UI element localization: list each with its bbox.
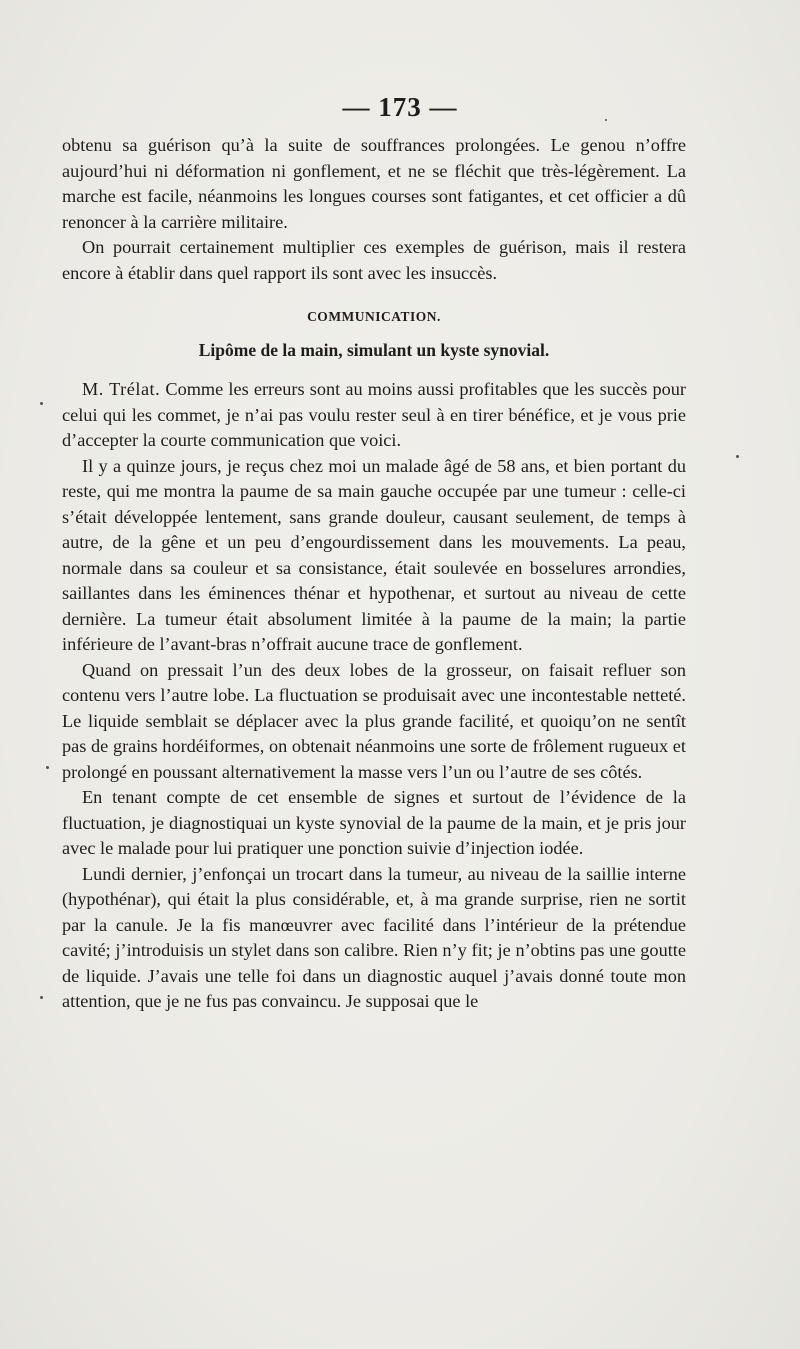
page-number: — 173 — [342, 92, 458, 122]
article-title: Lipôme de la main, simulant un kyste synovial. [198, 339, 550, 360]
paper-speck [736, 455, 739, 458]
paper-speck [40, 402, 43, 405]
paragraph-continued: obtenu sa guérison qu’à la suite de souffrances prolongées. Le genou n’offre aujourd’hui ni déformation ni gonflement, et ne se fléchit que très-légèrement. La marche est facile, néanmoins les longues courses sont fatigantes, et cet officier a dû renoncer à la carrière militaire. [62, 135, 686, 232]
paper-speck [46, 766, 49, 769]
paper-speck [605, 119, 607, 121]
paragraph: En tenant compte de cet ensemble de signes et surtout de l’évidence de la fluctuation, je diagnostiquai un kyste synovial de la paume de la main, et je pris jour avec le malade pour lui pratiquer une ponction suivie d’injection iodée. [62, 787, 686, 858]
speaker-name: M. Trélat. [82, 379, 161, 399]
paragraph: Il y a quinze jours, je reçus chez moi un malade âgé de 58 ans, et bien portant du reste, qui me montra la paume de sa main gauche occupée par une tumeur : celle-ci s’était développée lentement, sans grande douleur, causant seulement, de temps à autre, de la gêne et un peu d’engourdissement dans les mouvements. La peau, normale dans sa couleur et sa consistance, était soulevée en bosselures arrondies, saillantes dans les éminences thénar et hypothenar, et surtout au niveau de cette dernière. La tumeur était absolument limitée à la paume de la main; la partie inférieure de l’avant-bras n’offrait aucune trace de gonflement. [62, 455, 686, 654]
paragraph: On pourrait certainement multiplier ces exemples de guérison, mais il restera encore à établir dans quel rapport ils sont avec les insuccès. [62, 237, 686, 283]
section-heading: COMMUNICATION. [307, 309, 441, 324]
speaker-text: Comme les erreurs sont au moins aussi profitables que les succès pour celui qui les commet, je n’ai pas voulu rester seul à en tirer bénéfice, et je vous prie d’accepter la courte communication que voici. [62, 379, 686, 450]
paragraph: Lundi dernier, j’enfonçai un trocart dans la tumeur, au niveau de la saillie interne (hypothénar), qui était la plus considérable, et, à ma grande surprise, rien ne sortit par la canule. Je la fis manœuvrer avec facilité dans l’intérieur de la prétendue cavité; j’introduisis un stylet dans son calibre. Rien n’y fit; je n’obtins pas une goutte de liquide. J’avais une telle foi dans un diagnostic auquel j’avais donné toute mon attention, que je ne fus pas convaincu. Je supposai que le [62, 863, 686, 1011]
body-text [62, 133, 686, 1015]
paper-speck [40, 996, 43, 999]
paragraph-speaker [62, 377, 686, 454]
paragraph: Quand on pressait l’un des deux lobes de la grosseur, on faisait refluer son contenu vers l’autre lobe. La fluctuation se produisait avec une incontestable netteté. Le liquide semblait se déplacer avec la plus grande facilité, et quoiqu’on ne sentît pas de grains hordéiformes, on obtenait néanmoins une sorte de frôlement rugueux et prolongé en poussant alternativement la masse vers l’un ou l’autre de ses côtés. [62, 659, 686, 782]
